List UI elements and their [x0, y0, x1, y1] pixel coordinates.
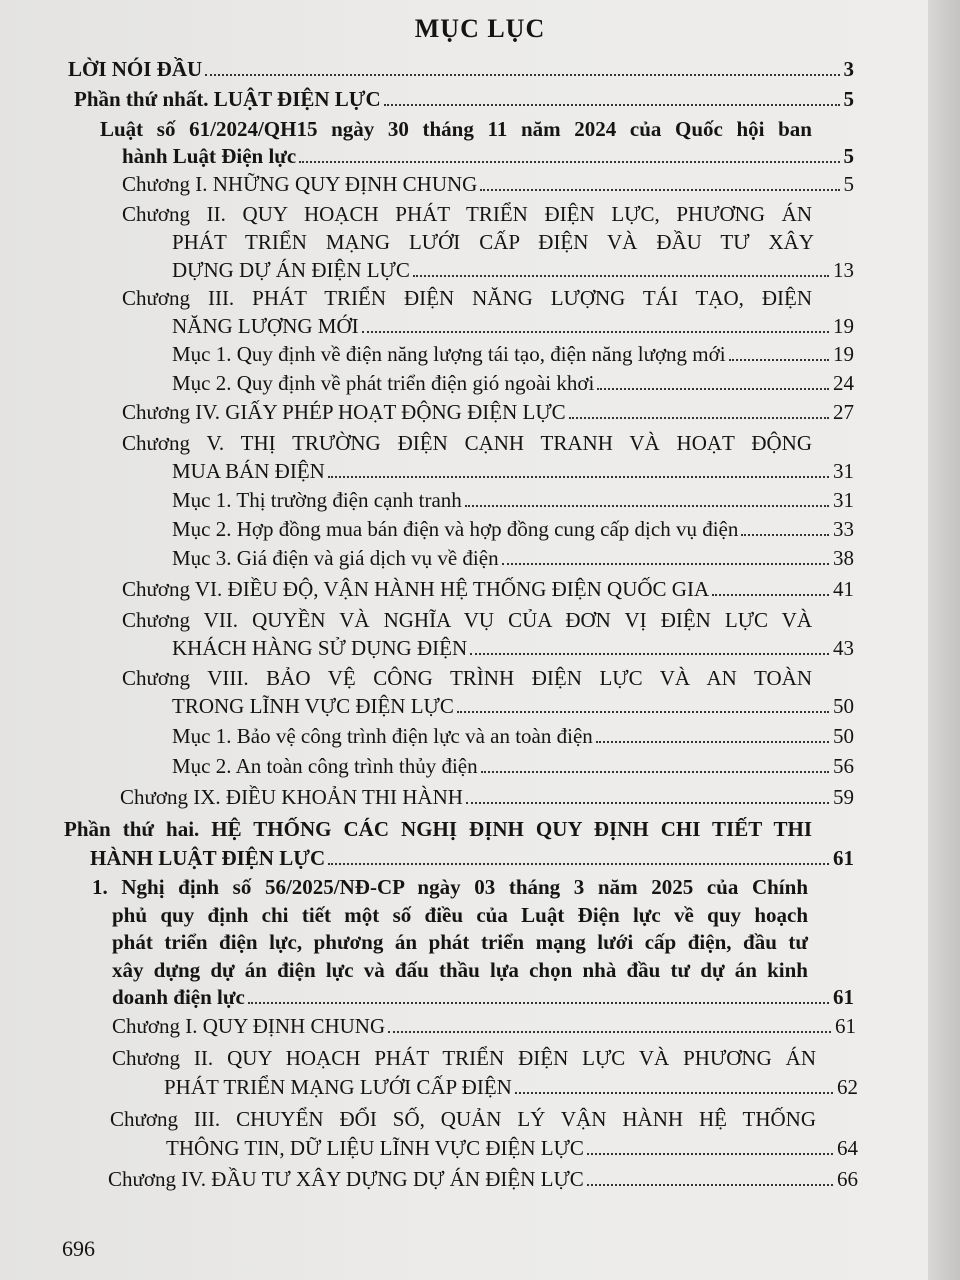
toc-entry-line: 1. Nghị định số 56/2025/NĐ-CP ngày 03 tháng 3 năm 2025 của Chính: [92, 875, 808, 899]
toc-entry-page: 59: [833, 785, 854, 809]
toc-entry-section[interactable]: [172, 723, 854, 750]
toc-entry-page: 64: [837, 1136, 858, 1160]
toc-entry-line: Luật số 61/2024/QH15 ngày 30 tháng 11 năm 2024 của Quốc hội ban: [100, 117, 812, 141]
toc-entry-section[interactable]: [172, 341, 854, 368]
toc-entry-title: hành Luật Điện lực: [122, 144, 297, 168]
toc-entry-line: Chương II. QUY HOẠCH PHÁT TRIỂN ĐIỆN LỰC VÀ PHƯƠNG ÁN: [112, 1046, 816, 1070]
toc-entry-title: Phần thứ nhất. LUẬT ĐIỆN LỰC: [74, 87, 381, 111]
toc-entry-title: NĂNG LƯỢNG MỚI: [172, 314, 359, 338]
toc-entry-line: PHÁT TRIỂN MẠNG LƯỚI CẤP ĐIỆN VÀ ĐẦU TƯ XÂY: [172, 230, 814, 254]
toc-entry-title: doanh điện lực: [112, 985, 245, 1009]
toc-entry-title: Chương I. QUY ĐỊNH CHUNG: [112, 1014, 386, 1038]
toc-entry-line: Chương III. CHUYỂN ĐỔI SỐ, QUẢN LÝ VẬN HÀNH HỆ THỐNG: [110, 1107, 816, 1131]
page-number: 696: [62, 1236, 95, 1261]
toc-entry-page: 19: [833, 314, 854, 338]
toc-entry-line: Chương II. QUY HOẠCH PHÁT TRIỂN ĐIỆN LỰC, PHƯƠNG ÁN: [122, 202, 812, 226]
toc-entry-page: 38: [833, 546, 854, 570]
toc-entry-page: 62: [837, 1075, 858, 1099]
leader-dots: [480, 189, 839, 191]
toc-entry-page: 5: [843, 144, 854, 168]
leader-dots: [457, 711, 829, 713]
toc-entry-decree-chapter-3[interactable]: [110, 1105, 858, 1163]
toc-entry-chapter-1[interactable]: [122, 171, 854, 198]
toc-entry-page: 33: [833, 517, 854, 541]
toc-entry-chapter-9[interactable]: [120, 784, 854, 811]
toc-entry-line: Phần thứ hai. HỆ THỐNG CÁC NGHỊ ĐỊNH QUY ĐỊNH CHI TIẾT THI: [64, 817, 812, 841]
toc-entry-title: Chương VI. ĐIỀU ĐỘ, VẬN HÀNH HỆ THỐNG ĐIỆN QUỐC GIA: [122, 577, 710, 601]
toc-entry-title: Mục 2. An toàn công trình thủy điện: [172, 754, 478, 778]
book-spine-shadow: [928, 0, 960, 1280]
toc-entry-page: 19: [833, 342, 854, 366]
toc-entry-title: Chương IV. GIẤY PHÉP HOẠT ĐỘNG ĐIỆN LỰC: [122, 400, 566, 424]
toc-entry-page: 5: [843, 172, 854, 196]
toc-entry-title: Chương IX. ĐIỀU KHOẢN THI HÀNH: [120, 785, 463, 809]
toc-entry-line: phát triển điện lực, phương án phát triển mạng lưới cấp điện, đầu tư: [112, 930, 808, 954]
toc-entry-title: Mục 1. Quy định về điện năng lượng tái tạo, điện năng lượng mới: [172, 342, 726, 366]
toc-entry-title: Mục 1. Thị trường điện cạnh tranh: [172, 488, 462, 512]
toc-entry-chapter-8[interactable]: [122, 664, 854, 720]
toc-entry-chapter-7[interactable]: [122, 606, 854, 662]
toc-entry-title: PHÁT TRIỂN MẠNG LƯỚI CẤP ĐIỆN: [164, 1075, 512, 1099]
toc-entry-preface[interactable]: [68, 56, 854, 83]
toc-entry-chapter-4[interactable]: [122, 399, 854, 426]
toc-entry-page: 3: [843, 57, 854, 81]
toc-entry-page: 27: [833, 400, 854, 424]
toc-entry-title: LỜI NÓI ĐẦU: [68, 57, 203, 81]
toc-entry-line: Chương VIII. BẢO VỆ CÔNG TRÌNH ĐIỆN LỰC VÀ AN TOÀN: [122, 666, 812, 690]
leader-dots: [569, 417, 829, 419]
toc-entry-section[interactable]: [172, 516, 854, 543]
toc-entry-page: 5: [843, 87, 854, 111]
toc-entry-title: Chương I. NHỮNG QUY ĐỊNH CHUNG: [122, 172, 478, 196]
toc-entry-chapter-6[interactable]: [122, 576, 854, 603]
toc-entry-law-61[interactable]: [100, 116, 854, 170]
toc-entry-line: xây dựng dự án điện lực và đấu thầu lựa chọn nhà đầu tư dự án kinh: [112, 957, 808, 982]
toc-entry-line: Chương V. THỊ TRƯỜNG ĐIỆN CẠNH TRANH VÀ HOẠT ĐỘNG: [122, 431, 812, 455]
toc-entry-title: Mục 3. Giá điện và giá dịch vụ về điện: [172, 546, 499, 570]
toc-entry-decree-chapter-2[interactable]: [112, 1044, 858, 1102]
leader-dots: [384, 104, 840, 106]
toc-entry-line: Chương III. PHÁT TRIỂN ĐIỆN NĂNG LƯỢNG TÁI TẠO, ĐIỆN: [122, 286, 812, 310]
page-title: MỤC LỤC: [414, 14, 546, 43]
toc-entry-page: 61: [835, 1014, 856, 1038]
toc-entry-page: 61: [833, 985, 854, 1009]
toc-entry-title: Mục 2. Quy định về phát triển điện gió ngoài khơi: [172, 371, 595, 395]
toc-entry-chapter-5[interactable]: [122, 429, 854, 485]
toc-entry-page: 24: [833, 371, 854, 395]
leader-dots: [328, 863, 829, 865]
leader-dots: [729, 359, 829, 361]
leader-dots: [587, 1153, 833, 1155]
leader-dots: [205, 74, 839, 76]
toc-entry-section[interactable]: [172, 545, 854, 572]
toc-entry-section[interactable]: [172, 370, 854, 397]
toc-entry-title: DỰNG DỰ ÁN ĐIỆN LỰC: [172, 258, 410, 282]
toc-entry-section[interactable]: [172, 753, 854, 780]
leader-dots: [248, 1002, 829, 1004]
toc-entry-title: THÔNG TIN, DỮ LIỆU LĨNH VỰC ĐIỆN LỰC: [166, 1136, 584, 1160]
leader-dots: [741, 534, 829, 536]
toc-entry-page: 31: [833, 488, 854, 512]
toc-entry-part-one[interactable]: [74, 86, 854, 113]
toc-entry-title: Mục 2. Hợp đồng mua bán điện và hợp đồng cung cấp dịch vụ điện: [172, 517, 739, 541]
toc-entry-page: 43: [833, 636, 854, 660]
leader-dots: [466, 802, 829, 804]
leader-dots: [502, 563, 829, 565]
leader-dots: [587, 1184, 833, 1186]
leader-dots: [481, 771, 829, 773]
toc-entry-page: 56: [833, 754, 854, 778]
toc-entry-title: Mục 1. Bảo vệ công trình điện lực và an toàn điện: [172, 724, 593, 748]
toc-entry-chapter-2[interactable]: [122, 200, 854, 284]
toc-entry-title: MUA BÁN ĐIỆN: [172, 459, 325, 483]
toc-entry-page: 61: [833, 846, 854, 870]
toc-entry-page: 50: [833, 724, 854, 748]
toc-entry-page: 50: [833, 694, 854, 718]
toc-entry-part-two[interactable]: [64, 815, 854, 873]
leader-dots: [515, 1092, 833, 1094]
leader-dots: [413, 275, 829, 277]
toc-entry-chapter-3[interactable]: [122, 284, 854, 340]
leader-dots: [299, 161, 839, 163]
toc-entry-page: 66: [837, 1167, 858, 1191]
leader-dots: [596, 741, 829, 743]
toc-entry-decree-chapter-1[interactable]: [112, 1013, 856, 1040]
leader-dots: [465, 505, 829, 507]
toc-entry-line: phủ quy định chi tiết một số điều của Luật Điện lực về quy hoạch: [112, 902, 808, 927]
leader-dots: [388, 1031, 831, 1033]
toc-entry-title: Chương IV. ĐẦU TƯ XÂY DỰNG DỰ ÁN ĐIỆN LỰC: [108, 1167, 584, 1191]
toc-entry-decree-chapter-4[interactable]: [108, 1166, 858, 1193]
leader-dots: [362, 331, 829, 333]
leader-dots: [712, 594, 829, 596]
toc-entry-title: KHÁCH HÀNG SỬ DỤNG ĐIỆN: [172, 636, 468, 660]
toc-entry-section[interactable]: [172, 487, 854, 514]
toc-entry-line: Chương VII. QUYỀN VÀ NGHĨA VỤ CỦA ĐƠN VỊ ĐIỆN LỰC VÀ: [122, 608, 812, 632]
toc-entry-page: 41: [833, 577, 854, 601]
toc-entry-decree-56[interactable]: [92, 874, 854, 1012]
toc-entry-title: TRONG LĨNH VỰC ĐIỆN LỰC: [172, 694, 454, 718]
toc-entry-page: 13: [833, 258, 854, 282]
leader-dots: [470, 653, 829, 655]
leader-dots: [597, 388, 829, 390]
toc-entry-title: HÀNH LUẬT ĐIỆN LỰC: [90, 846, 326, 870]
leader-dots: [328, 476, 829, 478]
toc-entry-page: 31: [833, 459, 854, 483]
